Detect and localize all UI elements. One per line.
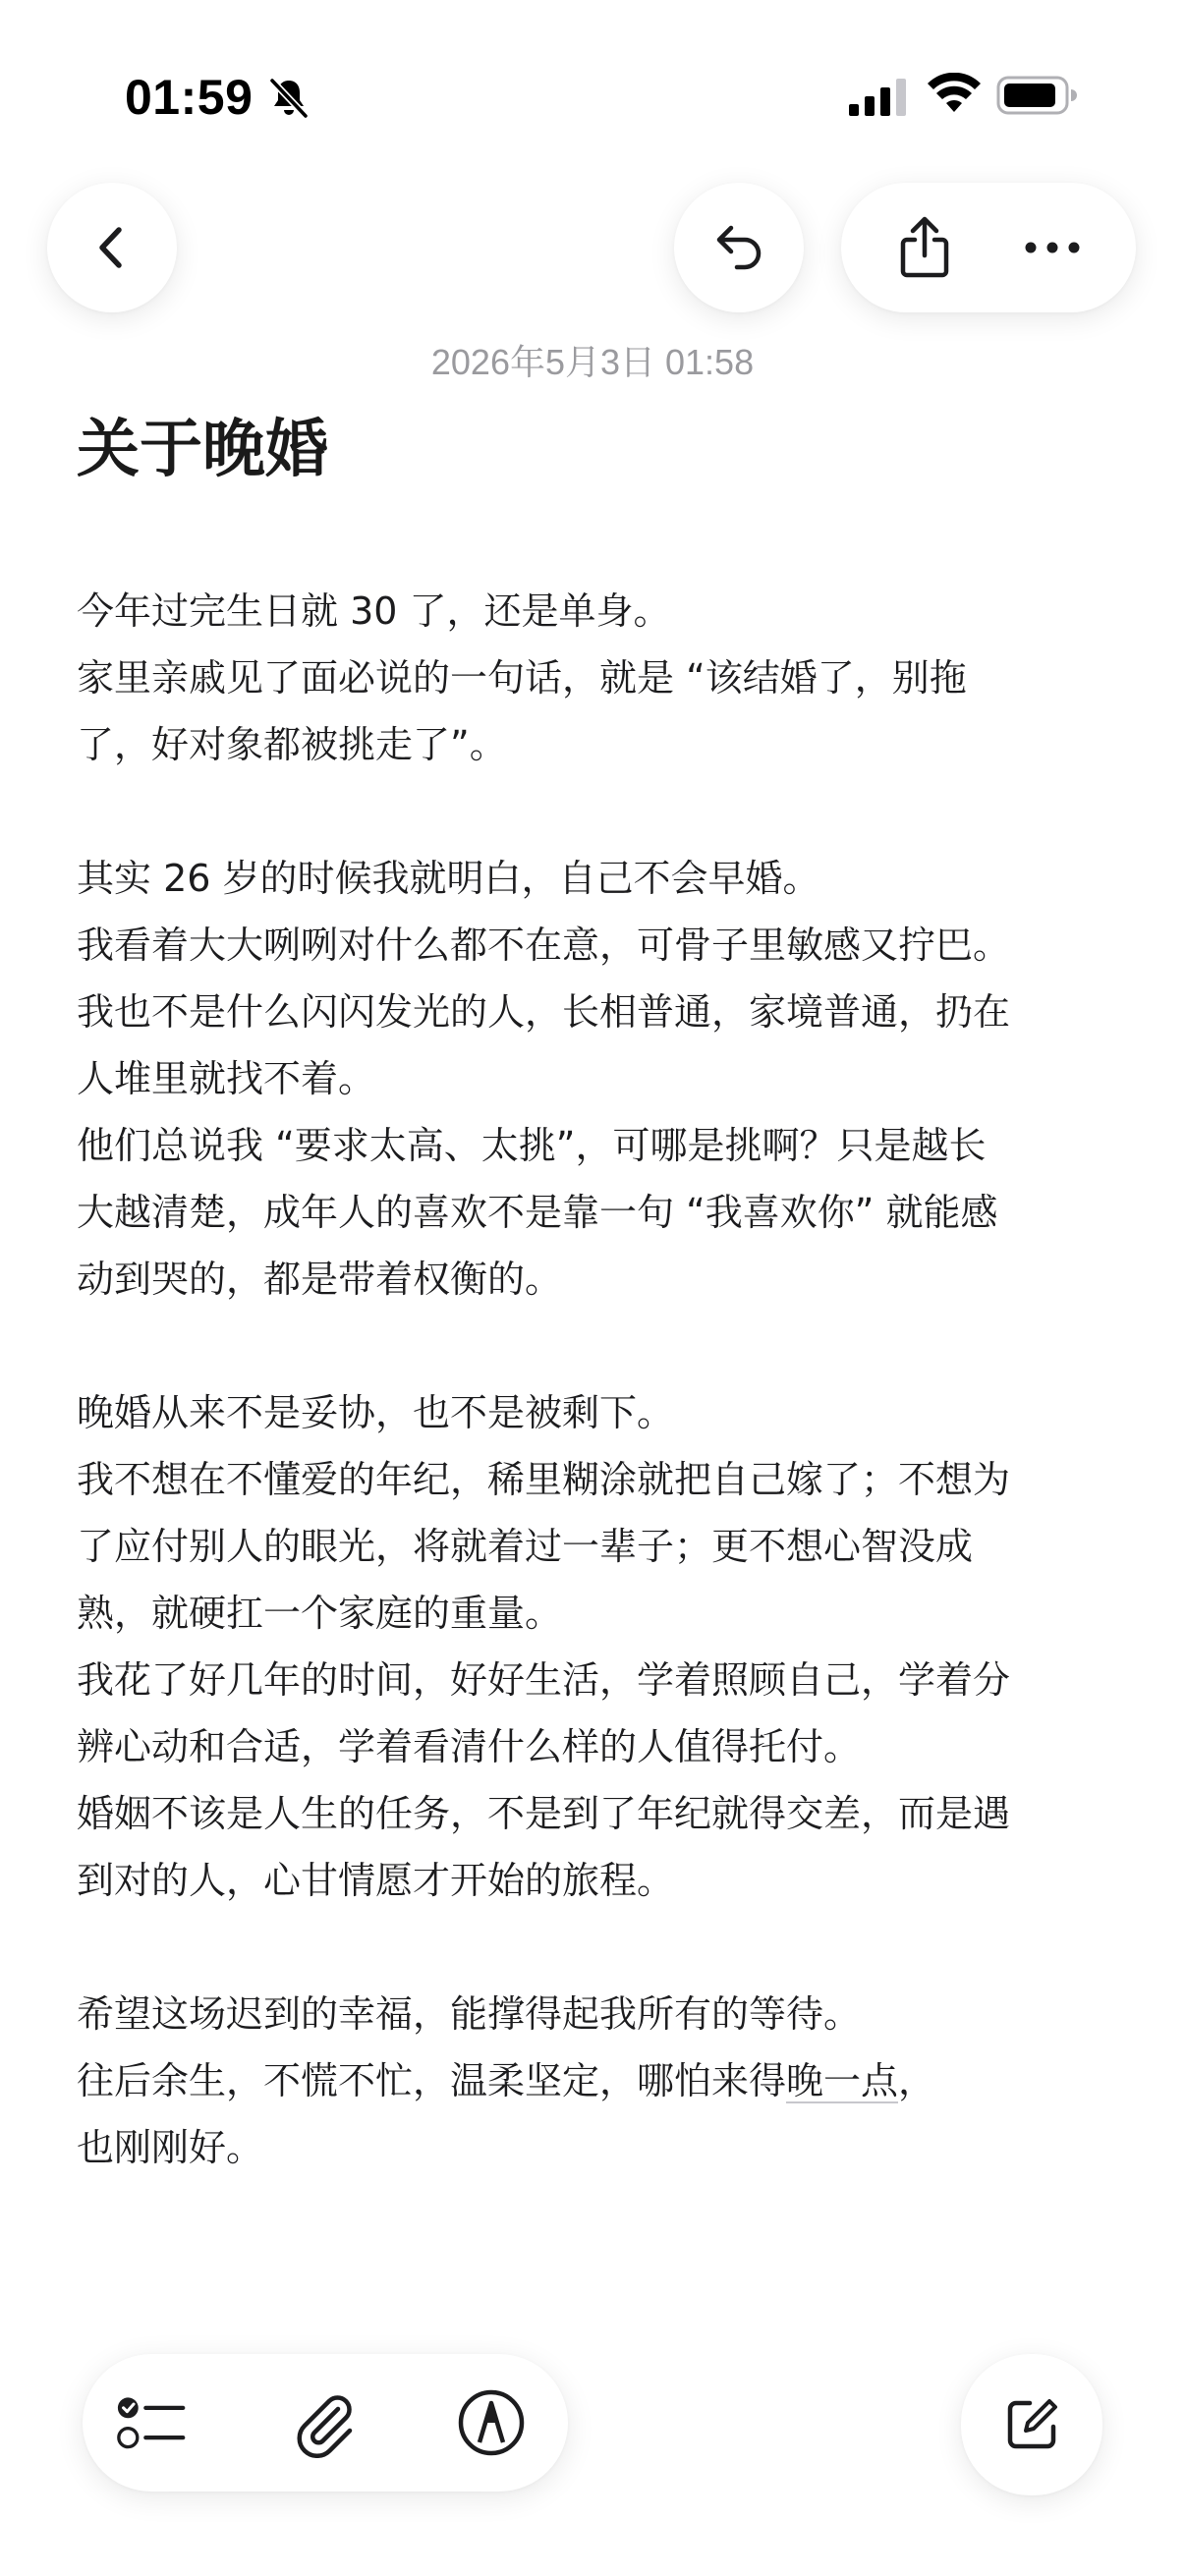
pen-markup-icon bbox=[456, 2387, 527, 2458]
note-line: 人堆里就找不着。 bbox=[77, 1057, 376, 1100]
note-line: 辨心动和合适，学着看清什么样的人值得托付。 bbox=[77, 1725, 862, 1768]
undo-button[interactable] bbox=[674, 183, 804, 312]
chevron-left-icon bbox=[83, 218, 141, 277]
share-icon bbox=[893, 214, 956, 281]
note-line: 婚姻不该是人生的任务，不是到了年纪就得交差，而是遇 bbox=[77, 1792, 1011, 1835]
note-line bbox=[77, 2047, 1118, 2114]
note-line: 希望这场迟到的幸福，能撑得起我所有的等待。 bbox=[77, 1992, 862, 2036]
blank-line bbox=[77, 778, 1118, 845]
cellular-signal-icon bbox=[849, 79, 908, 116]
note-line: 晚婚从来不是妥协，也不是被剩下。 bbox=[77, 1391, 675, 1434]
underlined-text[interactable]: 晚一点 bbox=[786, 2059, 899, 2102]
note-line: 大越清楚，成年人的喜欢不是靠一句 “我喜欢你” 就能感 bbox=[77, 1191, 998, 1234]
note-line: 也刚刚好。 bbox=[77, 2126, 264, 2169]
note-actions-group bbox=[841, 183, 1136, 312]
note-line: 了，好对象都被挑走了”。 bbox=[77, 723, 507, 766]
ellipsis-icon bbox=[1021, 238, 1084, 257]
checklist-icon bbox=[116, 2387, 187, 2458]
checklist-button[interactable] bbox=[116, 2387, 187, 2458]
compose-button[interactable] bbox=[961, 2354, 1102, 2495]
note-line: 了应付别人的眼光，将就着过一辈子；更不想心智没成 bbox=[77, 1525, 974, 1568]
bottom-toolbar bbox=[83, 2354, 568, 2492]
more-button[interactable] bbox=[1017, 212, 1088, 283]
wifi-icon bbox=[927, 73, 982, 116]
battery-icon bbox=[996, 75, 1079, 116]
status-time: 01:59 bbox=[125, 70, 254, 125]
compose-icon bbox=[1000, 2393, 1063, 2456]
note-title[interactable]: 关于晚婚 bbox=[77, 414, 328, 486]
attachment-button[interactable] bbox=[289, 2387, 360, 2458]
note-line: 到对的人，心甘情愿才开始的旅程。 bbox=[77, 1859, 675, 1902]
note-line: 他们总说我 “要求太高、太挑”，可哪是挑啊？只是越长 bbox=[77, 1124, 987, 1167]
note-line: 其实 26 岁的时候我就明白，自己不会早婚。 bbox=[77, 857, 820, 900]
note-line: 我看着大大咧咧对什么都不在意，可骨子里敏感又拧巴。 bbox=[77, 924, 1011, 967]
markup-button[interactable] bbox=[456, 2387, 527, 2458]
note-line: 我花了好几年的时间，好好生活，学着照顾自己，学着分 bbox=[77, 1658, 1011, 1702]
note-body[interactable] bbox=[77, 578, 1118, 2181]
note-date: 2026年5月3日 01:58 bbox=[430, 342, 755, 382]
note-line-punctuation: ， bbox=[898, 2059, 936, 2102]
blank-line bbox=[77, 1313, 1118, 1379]
blank-line bbox=[77, 1914, 1118, 1981]
note-line: 今年过完生日就 30 了，还是单身。 bbox=[77, 589, 671, 633]
note-line: 我不想在不懂爱的年纪，稀里糊涂就把自己嫁了；不想为 bbox=[77, 1458, 1011, 1501]
undo-icon bbox=[707, 216, 770, 279]
note-line-text: 往后余生，不慌不忙，温柔坚定，哪怕来得 bbox=[77, 2059, 787, 2102]
note-line: 我也不是什么闪闪发光的人，长相普通，家境普通，扔在 bbox=[77, 990, 1011, 1034]
bell-slash-icon bbox=[265, 75, 312, 122]
note-line: 熟，就硬扛一个家庭的重量。 bbox=[77, 1592, 563, 1635]
paperclip-icon bbox=[289, 2387, 360, 2458]
note-line: 动到哭的，都是带着权衡的。 bbox=[77, 1258, 563, 1301]
share-button[interactable] bbox=[889, 212, 960, 283]
note-line: 家里亲戚见了面必说的一句话，就是 “该结婚了，别拖 bbox=[77, 656, 967, 700]
back-button[interactable] bbox=[47, 183, 177, 312]
